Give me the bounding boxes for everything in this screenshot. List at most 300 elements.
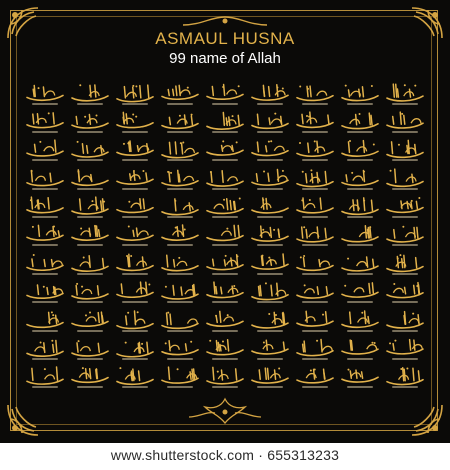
transliteration-caption <box>77 159 103 161</box>
calligraphy-glyph-icon <box>340 365 380 385</box>
calligraphy-glyph-icon <box>115 252 155 272</box>
calligraphy-glyph-icon <box>385 167 425 187</box>
asma-name-cell <box>292 192 337 220</box>
asma-name-cell <box>382 79 427 107</box>
asma-name-cell <box>292 136 337 164</box>
asma-name-cell <box>203 249 248 277</box>
transliteration-caption <box>32 159 58 161</box>
transliteration-caption <box>392 358 418 360</box>
asma-name-cell <box>382 334 427 362</box>
asma-name-cell <box>113 249 158 277</box>
calligraphy-glyph-icon <box>205 138 245 158</box>
calligraphy-glyph-icon <box>160 110 200 130</box>
asma-name-cell <box>203 79 248 107</box>
transliteration-caption <box>32 188 58 190</box>
watermark: www.shutterstock.com · 655313233 <box>110 447 340 463</box>
transliteration-caption <box>32 301 58 303</box>
asma-name-cell <box>292 334 337 362</box>
calligraphy-glyph-icon <box>385 223 425 243</box>
transliteration-caption <box>77 103 103 105</box>
calligraphy-glyph-icon <box>70 309 110 329</box>
transliteration-caption <box>167 188 193 190</box>
transliteration-caption <box>302 159 328 161</box>
calligraphy-glyph-icon <box>70 252 110 272</box>
transliteration-caption <box>212 159 238 161</box>
asma-name-cell <box>23 107 68 135</box>
asma-name-cell <box>247 79 292 107</box>
asma-name-cell <box>68 278 113 306</box>
transliteration-caption <box>122 188 148 190</box>
asma-name-cell <box>23 363 68 391</box>
asma-name-cell <box>158 221 203 249</box>
transliteration-caption <box>392 103 418 105</box>
transliteration-caption <box>302 131 328 133</box>
transliteration-caption <box>347 103 373 105</box>
transliteration-caption <box>122 301 148 303</box>
asma-name-cell <box>292 306 337 334</box>
calligraphy-glyph-icon <box>340 252 380 272</box>
transliteration-caption <box>392 273 418 275</box>
asma-name-cell <box>337 278 382 306</box>
calligraphy-glyph-icon <box>250 195 290 215</box>
transliteration-caption <box>347 358 373 360</box>
calligraphy-glyph-icon <box>205 110 245 130</box>
calligraphy-glyph-icon <box>250 309 290 329</box>
asma-name-cell <box>292 249 337 277</box>
transliteration-caption <box>257 131 283 133</box>
asma-name-cell <box>158 136 203 164</box>
transliteration-caption <box>122 358 148 360</box>
calligraphy-glyph-icon <box>160 337 200 357</box>
transliteration-caption <box>392 330 418 332</box>
calligraphy-glyph-icon <box>70 365 110 385</box>
asma-name-cell <box>247 334 292 362</box>
transliteration-caption <box>167 103 193 105</box>
calligraphy-glyph-icon <box>25 167 65 187</box>
calligraphy-glyph-icon <box>340 223 380 243</box>
asma-name-cell <box>23 192 68 220</box>
asma-name-cell <box>337 306 382 334</box>
calligraphy-glyph-icon <box>160 365 200 385</box>
transliteration-caption <box>347 301 373 303</box>
transliteration-caption <box>122 273 148 275</box>
bottom-ornament-icon <box>185 395 265 425</box>
transliteration-caption <box>32 330 58 332</box>
calligraphy-glyph-icon <box>205 167 245 187</box>
transliteration-caption <box>302 386 328 388</box>
calligraphy-glyph-icon <box>70 280 110 300</box>
transliteration-caption <box>212 131 238 133</box>
transliteration-caption <box>257 301 283 303</box>
calligraphy-glyph-icon <box>340 167 380 187</box>
calligraphy-glyph-icon <box>115 337 155 357</box>
asma-name-cell <box>247 192 292 220</box>
transliteration-caption <box>122 330 148 332</box>
transliteration-caption <box>212 273 238 275</box>
transliteration-caption <box>32 386 58 388</box>
asma-name-cell <box>113 164 158 192</box>
asma-name-cell <box>68 221 113 249</box>
calligraphy-glyph-icon <box>295 138 335 158</box>
asma-name-cell <box>23 334 68 362</box>
asma-name-cell <box>68 107 113 135</box>
calligraphy-glyph-icon <box>25 223 65 243</box>
calligraphy-glyph-icon <box>250 252 290 272</box>
transliteration-caption <box>167 301 193 303</box>
asma-name-cell <box>382 249 427 277</box>
calligraphy-glyph-icon <box>25 280 65 300</box>
transliteration-caption <box>392 188 418 190</box>
calligraphy-glyph-icon <box>340 138 380 158</box>
transliteration-caption <box>32 103 58 105</box>
asma-name-cell <box>203 192 248 220</box>
calligraphy-glyph-icon <box>385 365 425 385</box>
calligraphy-glyph-icon <box>295 223 335 243</box>
transliteration-caption <box>212 103 238 105</box>
transliteration-caption <box>212 301 238 303</box>
corner-ornament-icon <box>6 403 40 437</box>
asma-name-cell <box>337 107 382 135</box>
calligraphy-glyph-icon <box>385 82 425 102</box>
asma-name-cell <box>68 192 113 220</box>
asma-name-cell <box>23 79 68 107</box>
asma-name-cell <box>203 278 248 306</box>
asma-name-cell <box>203 136 248 164</box>
asma-name-cell <box>203 107 248 135</box>
asma-name-cell <box>113 334 158 362</box>
transliteration-caption <box>212 386 238 388</box>
calligraphy-glyph-icon <box>385 337 425 357</box>
asma-name-cell <box>292 79 337 107</box>
asma-name-cell <box>337 164 382 192</box>
transliteration-caption <box>302 216 328 218</box>
names-grid <box>23 79 427 391</box>
calligraphy-glyph-icon <box>385 138 425 158</box>
transliteration-caption <box>257 330 283 332</box>
transliteration-caption <box>167 131 193 133</box>
asma-name-cell <box>113 363 158 391</box>
asma-name-cell <box>203 221 248 249</box>
asma-name-cell <box>247 363 292 391</box>
asma-name-cell <box>382 306 427 334</box>
asma-name-cell <box>382 278 427 306</box>
calligraphy-glyph-icon <box>25 82 65 102</box>
transliteration-caption <box>257 244 283 246</box>
calligraphy-glyph-icon <box>250 280 290 300</box>
calligraphy-glyph-icon <box>160 82 200 102</box>
calligraphy-glyph-icon <box>295 167 335 187</box>
asma-name-cell <box>68 79 113 107</box>
transliteration-caption <box>302 103 328 105</box>
asma-name-cell <box>382 192 427 220</box>
transliteration-caption <box>32 273 58 275</box>
transliteration-caption <box>257 188 283 190</box>
transliteration-caption <box>302 273 328 275</box>
transliteration-caption <box>167 358 193 360</box>
transliteration-caption <box>347 188 373 190</box>
asma-name-cell <box>158 306 203 334</box>
asma-name-cell <box>158 79 203 107</box>
transliteration-caption <box>122 386 148 388</box>
asma-name-cell <box>68 306 113 334</box>
asma-name-cell <box>68 363 113 391</box>
transliteration-caption <box>122 216 148 218</box>
transliteration-caption <box>392 216 418 218</box>
calligraphy-glyph-icon <box>115 138 155 158</box>
calligraphy-glyph-icon <box>160 138 200 158</box>
asma-name-cell <box>382 136 427 164</box>
calligraphy-glyph-icon <box>25 110 65 130</box>
calligraphy-glyph-icon <box>205 223 245 243</box>
transliteration-caption <box>257 103 283 105</box>
asma-name-cell <box>113 306 158 334</box>
asma-name-cell <box>337 221 382 249</box>
transliteration-caption <box>302 244 328 246</box>
calligraphy-glyph-icon <box>115 309 155 329</box>
asma-name-cell <box>247 221 292 249</box>
calligraphy-glyph-icon <box>115 223 155 243</box>
asma-name-cell <box>23 306 68 334</box>
asma-name-cell <box>113 79 158 107</box>
calligraphy-glyph-icon <box>160 223 200 243</box>
transliteration-caption <box>77 386 103 388</box>
transliteration-caption <box>257 216 283 218</box>
calligraphy-glyph-icon <box>205 195 245 215</box>
transliteration-caption <box>167 386 193 388</box>
calligraphy-glyph-icon <box>250 138 290 158</box>
calligraphy-glyph-icon <box>340 309 380 329</box>
calligraphy-glyph-icon <box>115 280 155 300</box>
calligraphy-glyph-icon <box>295 110 335 130</box>
transliteration-caption <box>392 131 418 133</box>
transliteration-caption <box>257 273 283 275</box>
transliteration-caption <box>122 159 148 161</box>
calligraphy-glyph-icon <box>25 309 65 329</box>
calligraphy-glyph-icon <box>205 365 245 385</box>
asma-name-cell <box>337 79 382 107</box>
transliteration-caption <box>32 131 58 133</box>
transliteration-caption <box>257 159 283 161</box>
calligraphy-glyph-icon <box>160 252 200 272</box>
calligraphy-glyph-icon <box>385 280 425 300</box>
transliteration-caption <box>167 244 193 246</box>
asma-name-cell <box>158 249 203 277</box>
asma-name-cell <box>23 221 68 249</box>
calligraphy-glyph-icon <box>295 195 335 215</box>
asma-name-cell <box>23 278 68 306</box>
transliteration-caption <box>212 330 238 332</box>
asma-name-cell <box>247 278 292 306</box>
asma-name-cell <box>23 249 68 277</box>
calligraphy-glyph-icon <box>205 309 245 329</box>
calligraphy-glyph-icon <box>250 82 290 102</box>
poster-subtitle: 99 name of Allah <box>169 50 281 67</box>
transliteration-caption <box>32 358 58 360</box>
asma-name-cell <box>247 249 292 277</box>
transliteration-caption <box>77 188 103 190</box>
transliteration-caption <box>392 386 418 388</box>
calligraphy-glyph-icon <box>160 280 200 300</box>
calligraphy-glyph-icon <box>160 195 200 215</box>
calligraphy-glyph-icon <box>160 167 200 187</box>
transliteration-caption <box>302 330 328 332</box>
calligraphy-glyph-icon <box>70 223 110 243</box>
calligraphy-glyph-icon <box>70 138 110 158</box>
calligraphy-glyph-icon <box>70 167 110 187</box>
calligraphy-glyph-icon <box>250 365 290 385</box>
transliteration-caption <box>77 301 103 303</box>
asma-name-cell <box>113 192 158 220</box>
calligraphy-glyph-icon <box>70 337 110 357</box>
transliteration-caption <box>167 216 193 218</box>
calligraphy-glyph-icon <box>250 337 290 357</box>
transliteration-caption <box>32 244 58 246</box>
asma-name-cell <box>292 278 337 306</box>
asma-name-cell <box>247 164 292 192</box>
transliteration-caption <box>392 244 418 246</box>
calligraphy-glyph-icon <box>340 280 380 300</box>
transliteration-caption <box>77 273 103 275</box>
asma-name-cell <box>337 136 382 164</box>
transliteration-caption <box>212 244 238 246</box>
transliteration-caption <box>347 273 373 275</box>
transliteration-caption <box>302 358 328 360</box>
transliteration-caption <box>347 330 373 332</box>
calligraphy-glyph-icon <box>340 110 380 130</box>
asma-name-cell <box>337 192 382 220</box>
transliteration-caption <box>347 244 373 246</box>
calligraphy-glyph-icon <box>115 195 155 215</box>
calligraphy-glyph-icon <box>25 138 65 158</box>
asma-name-cell <box>68 164 113 192</box>
calligraphy-glyph-icon <box>70 110 110 130</box>
asma-name-cell <box>113 278 158 306</box>
transliteration-caption <box>212 188 238 190</box>
calligraphy-glyph-icon <box>205 337 245 357</box>
transliteration-caption <box>32 216 58 218</box>
transliteration-caption <box>347 386 373 388</box>
asma-name-cell <box>247 306 292 334</box>
asma-name-cell <box>23 136 68 164</box>
transliteration-caption <box>302 301 328 303</box>
asma-name-cell <box>68 249 113 277</box>
asma-name-cell <box>203 334 248 362</box>
calligraphy-glyph-icon <box>160 309 200 329</box>
asma-name-cell <box>292 363 337 391</box>
transliteration-caption <box>392 159 418 161</box>
calligraphy-glyph-icon <box>25 365 65 385</box>
transliteration-caption <box>167 330 193 332</box>
calligraphy-glyph-icon <box>115 82 155 102</box>
asma-name-cell <box>203 164 248 192</box>
calligraphy-glyph-icon <box>295 82 335 102</box>
calligraphy-glyph-icon <box>340 195 380 215</box>
calligraphy-glyph-icon <box>295 309 335 329</box>
transliteration-caption <box>302 188 328 190</box>
transliteration-caption <box>212 358 238 360</box>
calligraphy-glyph-icon <box>340 82 380 102</box>
transliteration-caption <box>347 216 373 218</box>
asma-name-cell <box>23 164 68 192</box>
asma-name-cell <box>68 334 113 362</box>
calligraphy-glyph-icon <box>385 195 425 215</box>
transliteration-caption <box>77 358 103 360</box>
calligraphy-glyph-icon <box>385 110 425 130</box>
asma-name-cell <box>247 136 292 164</box>
transliteration-caption <box>347 131 373 133</box>
calligraphy-glyph-icon <box>385 252 425 272</box>
top-ornament-icon <box>181 15 269 29</box>
transliteration-caption <box>77 216 103 218</box>
asma-name-cell <box>292 107 337 135</box>
transliteration-caption <box>257 386 283 388</box>
transliteration-caption <box>167 273 193 275</box>
transliteration-caption <box>212 216 238 218</box>
asma-name-cell <box>337 249 382 277</box>
calligraphy-glyph-icon <box>25 252 65 272</box>
transliteration-caption <box>347 159 373 161</box>
asma-name-cell <box>113 107 158 135</box>
calligraphy-glyph-icon <box>115 167 155 187</box>
calligraphy-glyph-icon <box>25 195 65 215</box>
calligraphy-glyph-icon <box>205 252 245 272</box>
calligraphy-glyph-icon <box>295 337 335 357</box>
asma-name-cell <box>382 164 427 192</box>
asma-name-cell <box>158 363 203 391</box>
asma-name-cell <box>113 136 158 164</box>
asma-name-cell <box>337 363 382 391</box>
transliteration-caption <box>122 103 148 105</box>
calligraphy-glyph-icon <box>70 82 110 102</box>
transliteration-caption <box>122 244 148 246</box>
asma-name-cell <box>337 334 382 362</box>
asma-name-cell <box>292 221 337 249</box>
calligraphy-glyph-icon <box>385 309 425 329</box>
asma-name-cell <box>158 107 203 135</box>
calligraphy-glyph-icon <box>25 337 65 357</box>
calligraphy-glyph-icon <box>295 365 335 385</box>
asma-name-cell <box>247 107 292 135</box>
asma-name-cell <box>68 136 113 164</box>
calligraphy-glyph-icon <box>250 167 290 187</box>
transliteration-caption <box>77 330 103 332</box>
asma-name-cell <box>382 221 427 249</box>
poster-title: ASMAUL HUSNA <box>155 29 295 48</box>
asma-name-cell <box>113 221 158 249</box>
calligraphy-glyph-icon <box>250 110 290 130</box>
calligraphy-glyph-icon <box>250 223 290 243</box>
asma-name-cell <box>158 192 203 220</box>
transliteration-caption <box>167 159 193 161</box>
calligraphy-glyph-icon <box>115 365 155 385</box>
asma-name-cell <box>158 164 203 192</box>
calligraphy-glyph-icon <box>70 195 110 215</box>
asma-name-cell <box>158 278 203 306</box>
calligraphy-glyph-icon <box>205 280 245 300</box>
asma-name-cell <box>203 363 248 391</box>
asma-name-cell <box>382 363 427 391</box>
asma-name-cell <box>382 107 427 135</box>
calligraphy-glyph-icon <box>205 82 245 102</box>
calligraphy-glyph-icon <box>115 110 155 130</box>
transliteration-caption <box>77 131 103 133</box>
asma-name-cell <box>158 334 203 362</box>
calligraphy-glyph-icon <box>340 337 380 357</box>
calligraphy-glyph-icon <box>295 280 335 300</box>
transliteration-caption <box>122 131 148 133</box>
transliteration-caption <box>77 244 103 246</box>
asma-name-cell <box>292 164 337 192</box>
